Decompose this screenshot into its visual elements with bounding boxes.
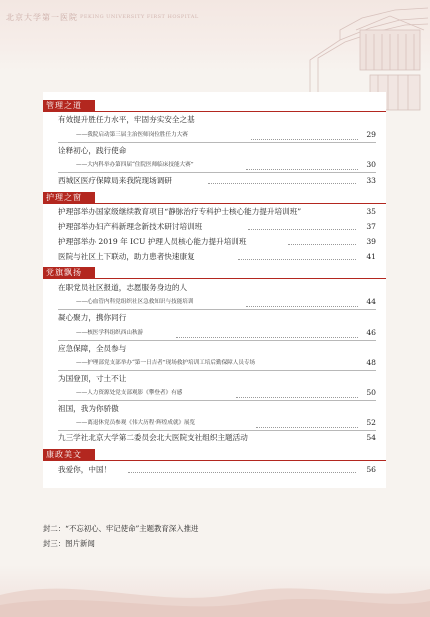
section-header-essays: 康政美文 (43, 449, 95, 461)
page-number: 50 (366, 388, 376, 397)
section-rule (43, 203, 386, 204)
section-rule (43, 111, 386, 112)
section-rule (43, 460, 386, 461)
section-header-party: 党旗飘扬 (43, 267, 95, 279)
leader-dots (176, 336, 358, 338)
leader-dots (236, 396, 358, 398)
entry-divider (58, 430, 376, 431)
page-number: 37 (366, 222, 376, 231)
inside-back-cover-note: 封三：图片新闻 (43, 539, 95, 548)
page-number: 29 (366, 130, 376, 139)
page-number: 56 (366, 465, 376, 474)
section-rule (43, 278, 386, 279)
entry-divider (58, 142, 376, 143)
inside-front-cover-note: 封二：“不忘初心、牢记使命”主题教育深入推进 (43, 524, 199, 533)
entry-divider (58, 400, 376, 401)
page-number: 46 (366, 328, 376, 337)
section-header-nursing: 护理之窗 (43, 192, 95, 204)
page-number: 35 (366, 207, 376, 216)
page-number: 39 (366, 237, 376, 246)
leader-dots (246, 168, 358, 170)
page-number: 30 (366, 160, 376, 169)
leader-dots (238, 258, 356, 260)
entry-divider (58, 340, 376, 341)
page-number: 33 (366, 176, 376, 185)
leader-dots (128, 471, 356, 473)
entry-divider (58, 172, 376, 173)
page-number: 52 (366, 418, 376, 427)
leader-dots (248, 228, 356, 230)
hospital-logo: 北京大学第一医院 (6, 13, 78, 22)
leader-dots (288, 243, 356, 245)
footer-decoration (0, 565, 430, 617)
hospital-logo-en: PEKING UNIVERSITY FIRST HOSPITAL (80, 14, 199, 20)
entry-divider (58, 309, 376, 310)
leader-dots (256, 426, 358, 428)
leader-dots (246, 305, 358, 307)
page-number: 54 (366, 433, 376, 442)
leader-dots (251, 138, 358, 140)
page-number: 48 (366, 358, 376, 367)
entry-divider (58, 370, 376, 371)
section-header-management: 管理之道 (43, 100, 95, 112)
page-number: 41 (366, 252, 376, 261)
leader-dots (208, 182, 356, 184)
page-number: 44 (366, 297, 376, 306)
